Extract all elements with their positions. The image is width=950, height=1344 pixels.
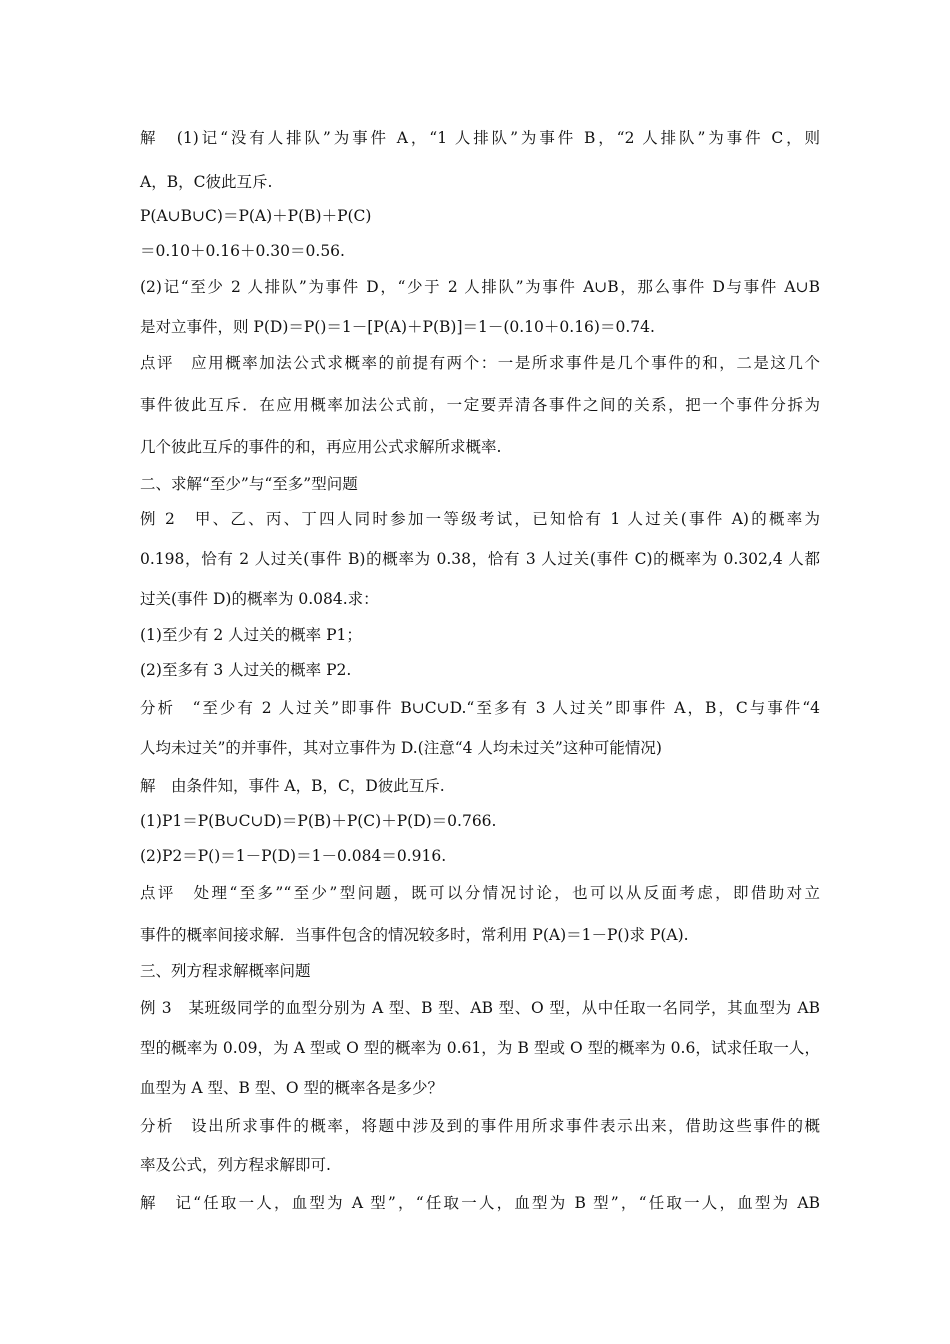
text-line: 血型为 A 型、B 型、O 型的概率各是多少？	[140, 1079, 444, 1097]
text-line: 几个彼此互斥的事件的和，再应用公式求解所求概率.	[140, 438, 502, 456]
text-line: 解 记“任取一人，血型为 A 型”，“任取一人，血型为 B 型”，“任取一人，血型为 AB	[140, 1194, 820, 1212]
text-line: 事件的概率间接求解．当事件包含的情况较多时，常利用 P(A)＝1－P()求 P(A).	[140, 926, 689, 944]
text-line: 人均未过关”的并事件，其对立事件为 D.(注意“4 人均未过关”这种可能情况)	[140, 739, 662, 757]
text-line: 0.198，恰有 2 人过关(事件 B)的概率为 0.38，恰有 3 人过关(事件 C)的概率为 0.302,4 人都	[140, 550, 820, 568]
text-line: 型的概率为 0.09，为 A 型或 O 型的概率为 0.61，为 B 型或 O 型的概率为 0.6，试求任取一人，	[140, 1039, 820, 1057]
text-line: P(A∪B∪C)＝P(A)＋P(B)＋P(C)	[140, 207, 372, 225]
section-heading: 三、列方程求解概率问题	[140, 962, 311, 980]
text-line: 分析 设出所求事件的概率，将题中涉及到的事件用所求事件表示出来，借助这些事件的概	[140, 1117, 820, 1135]
text-line: 例 3 某班级同学的血型分别为 A 型、B 型、AB 型、O 型，从中任取一名同学，其血型为 AB	[140, 999, 820, 1017]
text-line: 解 (1)记“没有人排队”为事件 A，“1 人排队”为事件 B，“2 人排队”为事件 C，则	[140, 129, 820, 147]
text-line: 是对立事件，则 P(D)＝P()＝1－[P(A)＋P(B)]＝1－(0.10＋0.16)＝0.74.	[140, 318, 655, 336]
text-line: (2)记“至少 2 人排队”为事件 D，“少于 2 人排队”为事件 A∪B，那么事件 D与事件 A∪B	[140, 278, 820, 296]
section-heading: 二、求解“至少”与“至多”型问题	[140, 475, 358, 493]
text-line: (2)P2＝P()＝1－P(D)＝1－0.084＝0.916.	[140, 847, 447, 865]
text-line: (1)至少有 2 人过关的概率 P1；	[140, 626, 362, 644]
text-line: 例 2 甲、乙、丙、丁四人同时参加一等级考试，已知恰有 1 人过关(事件 A)的概率为	[140, 510, 820, 528]
text-line: 事件彼此互斥．在应用概率加法公式前，一定要弄清各事件之间的关系，把一个事件分拆为	[140, 396, 820, 414]
text-line: 解 由条件知，事件 A，B，C，D彼此互斥.	[140, 777, 445, 795]
text-line: 分析 “至少有 2 人过关”即事件 B∪C∪D.“至多有 3 人过关”即事件 A，B，C与事件“4	[140, 699, 820, 717]
text-line: ＝0.10＋0.16＋0.30＝0.56.	[140, 242, 345, 260]
text-line: (1)P1＝P(B∪C∪D)＝P(B)＋P(C)＋P(D)＝0.766.	[140, 812, 497, 830]
text-line: 点评 应用概率加法公式求概率的前提有两个：一是所求事件是几个事件的和，二是这几个	[140, 354, 820, 372]
text-line: 率及公式，列方程求解即可.	[140, 1156, 331, 1174]
text-line: A，B，C彼此互斥.	[140, 173, 273, 191]
text-line: (2)至多有 3 人过关的概率 P2.	[140, 661, 352, 679]
text-line: 过关(事件 D)的概率为 0.084.求：	[140, 590, 379, 608]
text-line: 点评 处理“至多”“至少”型问题，既可以分情况讨论，也可以从反面考虑，即借助对立	[140, 884, 820, 902]
